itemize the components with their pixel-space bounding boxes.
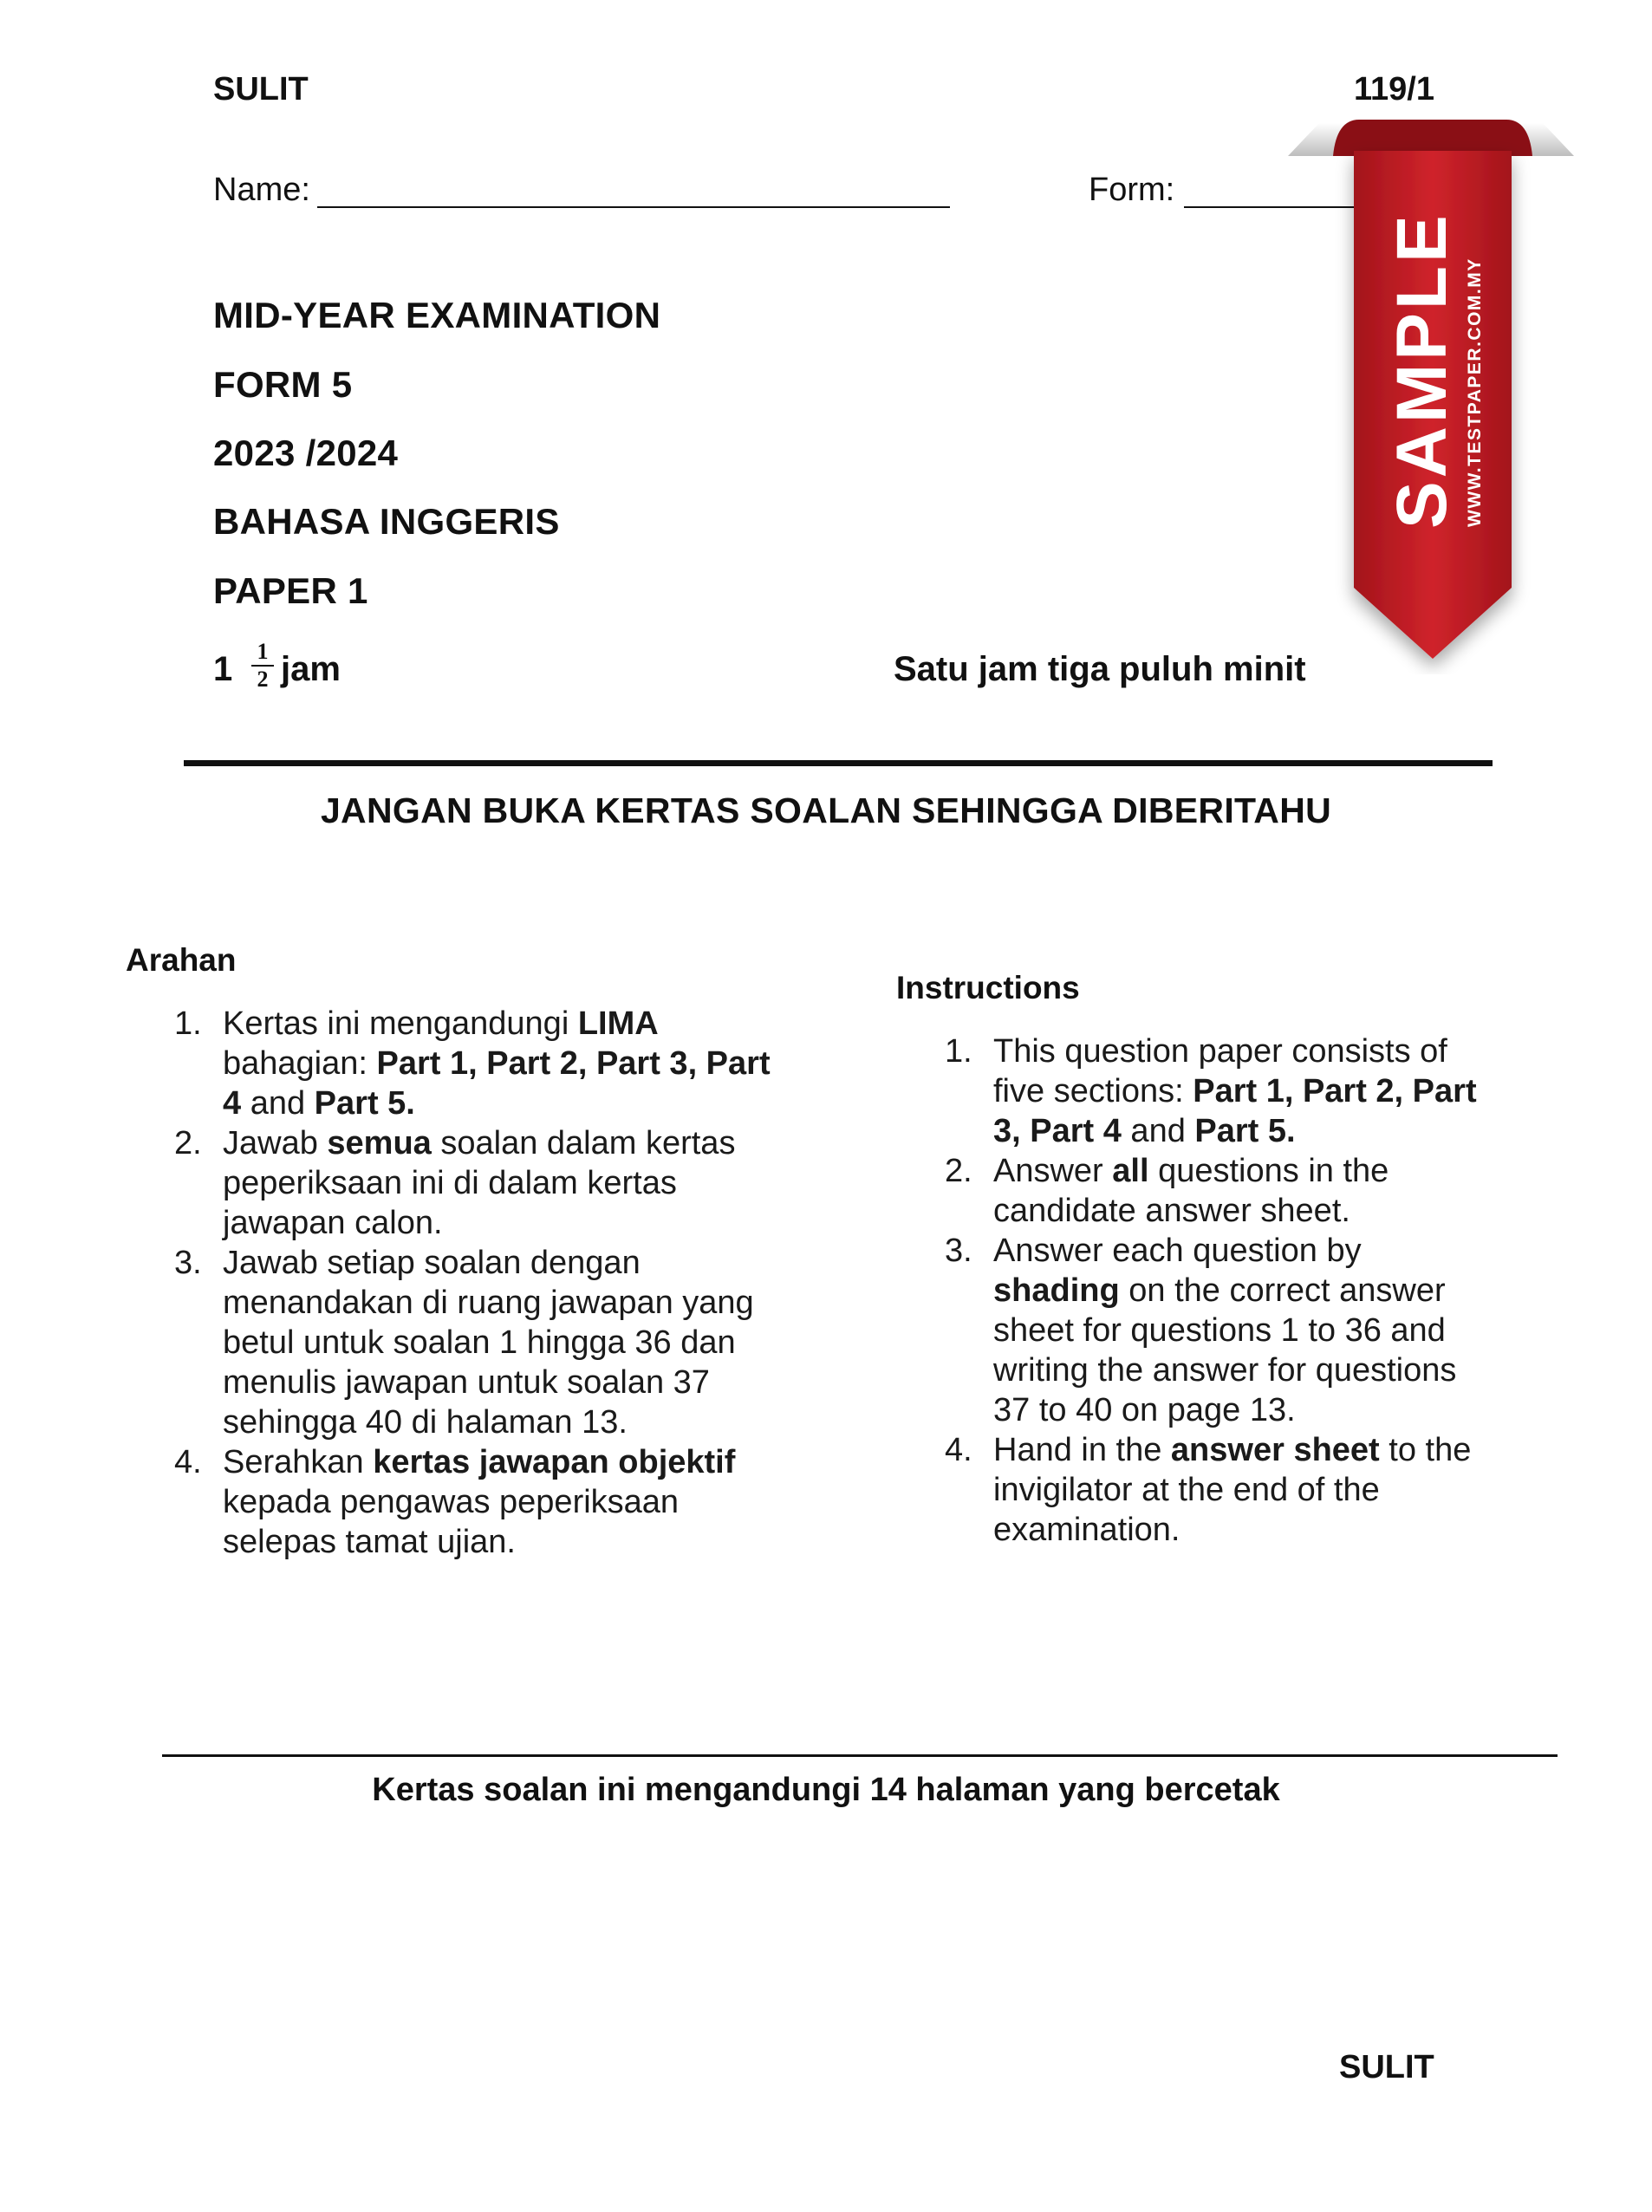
text-segment: menulis jawapan untuk soalan 37 bbox=[223, 1364, 710, 1401]
item-line bbox=[993, 1430, 1551, 1470]
fraction-denominator: 2 bbox=[257, 667, 269, 692]
bold-text: Part 5. bbox=[1194, 1113, 1296, 1149]
duration-unit: jam bbox=[281, 650, 341, 688]
top-divider bbox=[184, 760, 1493, 766]
ribbon-url-text: WWW.TESTPAPER.COM.MY bbox=[1465, 257, 1485, 527]
ribbon-curl bbox=[1333, 120, 1532, 156]
text-segment: writing the answer for questions bbox=[993, 1352, 1457, 1389]
item-line bbox=[223, 1123, 798, 1163]
arahan-heading: Arahan bbox=[126, 942, 237, 978]
item-line bbox=[993, 1151, 1551, 1191]
item-number: 3. bbox=[174, 1245, 202, 1281]
item-line bbox=[223, 1402, 798, 1442]
text-segment: sehingga 40 di halaman 13. bbox=[223, 1404, 628, 1441]
exam-title: MID-YEAR EXAMINATION bbox=[213, 295, 661, 335]
item-number: 2. bbox=[945, 1153, 972, 1189]
text-segment: Jawab setiap soalan dengan bbox=[223, 1245, 641, 1281]
fraction-numerator: 1 bbox=[257, 639, 269, 664]
bold-text: 3, Part 4 bbox=[993, 1113, 1122, 1149]
item-line bbox=[993, 1510, 1551, 1550]
exam-form: FORM 5 bbox=[213, 364, 353, 405]
text-segment: invigilator at the end of the bbox=[993, 1472, 1380, 1508]
duration-whole: 1 bbox=[213, 650, 233, 688]
item-line bbox=[223, 1203, 798, 1243]
sample-ribbon bbox=[1288, 120, 1574, 674]
text-segment: This question paper consists of bbox=[993, 1033, 1447, 1070]
item-line bbox=[223, 1163, 798, 1203]
text-segment: menandakan di ruang jawapan yang bbox=[223, 1285, 754, 1321]
form-label: Form: bbox=[1089, 172, 1175, 208]
text-segment: Hand in the bbox=[993, 1432, 1171, 1468]
warning-text: JANGAN BUKA KERTAS SOALAN SEHINGGA DIBERITAHU bbox=[320, 790, 1332, 830]
bottom-divider bbox=[162, 1754, 1558, 1757]
text-segment: Jawab bbox=[223, 1125, 328, 1161]
item-number: 1. bbox=[945, 1033, 972, 1070]
ribbon-sample-text: SAMPLE bbox=[1382, 211, 1461, 529]
item-number: 1. bbox=[174, 1005, 202, 1042]
text-segment: questions in the bbox=[1148, 1153, 1389, 1189]
item-number: 3. bbox=[945, 1233, 972, 1269]
item-line bbox=[993, 1191, 1551, 1231]
bold-text: LIMA bbox=[577, 1005, 659, 1042]
exam-paper: PAPER 1 bbox=[213, 570, 368, 611]
paper-code: 119/1 bbox=[1354, 71, 1434, 107]
text-segment: selepas tamat ujian. bbox=[223, 1524, 516, 1560]
instructions-item bbox=[945, 1151, 1551, 1231]
arahan-list bbox=[174, 1004, 798, 1562]
arahan-item bbox=[174, 1442, 798, 1562]
bold-text: answer sheet bbox=[1170, 1432, 1380, 1468]
text-segment: and bbox=[1121, 1113, 1195, 1149]
name-label: Name: bbox=[213, 172, 310, 208]
text-segment: bahagian: bbox=[223, 1045, 377, 1082]
item-line bbox=[223, 1482, 798, 1522]
item-number: 2. bbox=[174, 1125, 202, 1161]
item-line bbox=[223, 1083, 798, 1123]
bold-text: Part 1, Part 2, Part bbox=[1193, 1073, 1477, 1109]
text-segment: betul untuk soalan 1 hingga 36 dan bbox=[223, 1324, 736, 1361]
bold-text: Part 1, Part 2, Part 3, Part bbox=[376, 1045, 771, 1082]
item-line bbox=[993, 1111, 1551, 1151]
text-segment: sheet for questions 1 to 36 and bbox=[993, 1312, 1446, 1349]
bold-text: semua bbox=[327, 1125, 432, 1161]
duration-words: Satu jam tiga puluh minit bbox=[894, 650, 1306, 688]
pages-note: Kertas soalan ini mengandungi 14 halaman yang bercetak bbox=[372, 1772, 1280, 1808]
item-line bbox=[223, 1044, 798, 1083]
text-segment: peperiksaan ini di dalam kertas bbox=[223, 1165, 677, 1201]
name-field-line[interactable] bbox=[317, 206, 950, 208]
item-line bbox=[223, 1522, 798, 1562]
item-line bbox=[993, 1071, 1551, 1111]
item-number: 4. bbox=[945, 1432, 972, 1468]
text-segment: kepada pengawas peperiksaan bbox=[223, 1484, 680, 1520]
item-line bbox=[993, 1031, 1551, 1071]
text-segment: soalan dalam kertas bbox=[431, 1125, 736, 1161]
arahan-item bbox=[174, 1004, 798, 1123]
item-line bbox=[223, 1243, 798, 1283]
bold-text: 4 bbox=[223, 1085, 242, 1122]
bold-text: shading bbox=[993, 1272, 1120, 1309]
instructions-list bbox=[945, 1031, 1551, 1550]
arahan-item bbox=[174, 1243, 798, 1442]
item-line bbox=[993, 1350, 1551, 1390]
arahan-item bbox=[174, 1123, 798, 1243]
item-number: 4. bbox=[174, 1444, 202, 1480]
item-line bbox=[993, 1470, 1551, 1510]
item-line bbox=[993, 1311, 1551, 1350]
item-line bbox=[223, 1283, 798, 1323]
text-segment: 37 to 40 on page 13. bbox=[993, 1392, 1296, 1428]
text-segment: Serahkan bbox=[223, 1444, 374, 1480]
text-segment: and bbox=[241, 1085, 315, 1122]
item-line bbox=[223, 1004, 798, 1044]
text-segment: to the bbox=[1379, 1432, 1472, 1468]
header-sulit: SULIT bbox=[213, 71, 309, 107]
text-segment: on the correct answer bbox=[1119, 1272, 1446, 1309]
text-segment: Answer bbox=[993, 1153, 1113, 1189]
bold-text: all bbox=[1112, 1153, 1149, 1189]
exam-year: 2023 /2024 bbox=[213, 433, 399, 473]
item-line bbox=[223, 1363, 798, 1402]
text-segment: Kertas ini mengandungi bbox=[223, 1005, 578, 1042]
instructions-heading: Instructions bbox=[896, 970, 1080, 1005]
bold-text: Part 5. bbox=[314, 1085, 415, 1122]
footer-sulit: SULIT bbox=[1339, 2049, 1434, 2085]
text-segment: jawapan calon. bbox=[223, 1205, 443, 1241]
bold-text: kertas jawapan objektif bbox=[373, 1444, 736, 1480]
instructions-item bbox=[945, 1231, 1551, 1430]
text-segment: candidate answer sheet. bbox=[993, 1193, 1350, 1229]
item-line bbox=[993, 1390, 1551, 1430]
item-line bbox=[223, 1323, 798, 1363]
item-line bbox=[993, 1271, 1551, 1311]
duration-fraction bbox=[250, 640, 276, 692]
text-segment: five sections: bbox=[993, 1073, 1193, 1109]
item-line bbox=[993, 1231, 1551, 1271]
instructions-item bbox=[945, 1430, 1551, 1550]
exam-subject: BAHASA INGGERIS bbox=[213, 501, 560, 542]
instructions-item bbox=[945, 1031, 1551, 1151]
text-segment: Answer each question by bbox=[993, 1233, 1362, 1269]
item-line bbox=[223, 1442, 798, 1482]
text-segment: examination. bbox=[993, 1512, 1180, 1548]
